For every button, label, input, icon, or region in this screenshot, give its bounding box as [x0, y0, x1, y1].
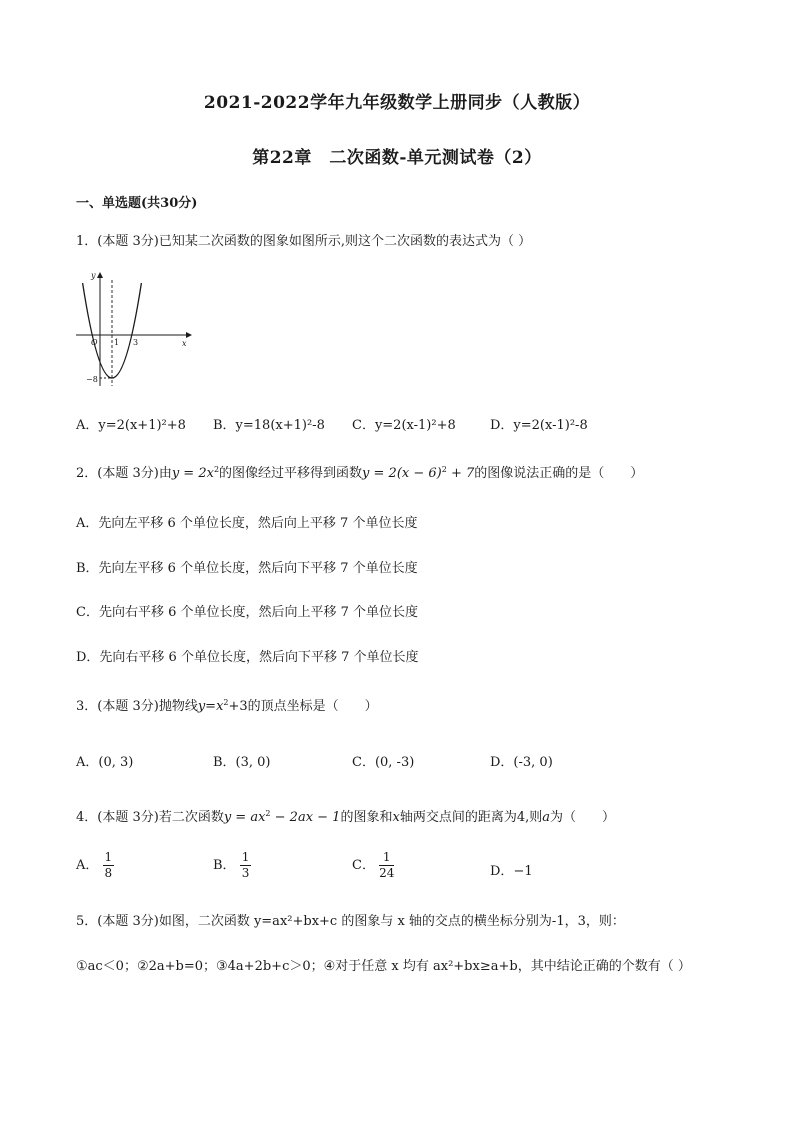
q2-mid: 的图像经过平移得到函数: [219, 466, 363, 481]
q4-option-b-fraction: [240, 850, 252, 881]
q1-option-c: C．y=2(x-1)²+8: [352, 418, 456, 433]
q4-suffix: 为（ ）: [550, 810, 616, 825]
tick-label-neg8: −8: [86, 375, 98, 384]
fraction-denominator: 3: [241, 866, 250, 880]
q4-option-b-label: B．: [213, 858, 236, 873]
q2-option-d: D．先向右平移 6 个单位长度，然后向下平移 7 个单位长度: [76, 650, 419, 665]
q3-suffix: 的顶点坐标是（ ）: [247, 699, 378, 714]
q4-mid-2: 轴两交点间的距离为: [399, 810, 517, 825]
q4-var-a: a: [542, 810, 551, 825]
tick-label-3: 3: [133, 338, 139, 347]
fraction-numerator: 1: [104, 850, 113, 864]
q2-equation-2-tail: + 7: [446, 466, 475, 481]
x-axis-arrow: [186, 332, 192, 338]
q1-option-d: D．y=2(x-1)²-8: [490, 418, 588, 433]
q4-option-a-label: A．: [76, 858, 99, 873]
q3-option-b: B．(3, 0): [213, 755, 271, 770]
question-5-statements: ①ac＜0；②2a+b=0；③4a+2b+c＞0；④对于任意 x 均有 ax²+bx≥a+b，其中结论正确的个数有（ ）: [76, 959, 691, 974]
y-axis-arrow: [97, 272, 103, 278]
question-4-text: 4．(本题 3分)若二次函数$y = ax^2 - 2ax - 1$的图象和x轴两交点间的距离为4,则a为（ ）: [76, 809, 616, 825]
x-axis-label: x: [182, 339, 187, 348]
q4-option-a-fraction: [103, 850, 115, 881]
q4-var-x: x: [392, 810, 400, 825]
q3-equation: y=x: [197, 699, 224, 714]
q4-equation: y = ax: [223, 810, 266, 825]
fraction-numerator: 1: [241, 850, 250, 864]
q2-option-c: C．先向右平移 6 个单位长度，然后向上平移 7 个单位长度: [76, 605, 419, 620]
q4-option-d-value: −1: [513, 864, 533, 879]
q4-option-c: [352, 850, 394, 881]
page-subtitle: 第22章 二次函数-单元测试卷（2）: [252, 148, 542, 168]
q2-option-a: A．先向左平移 6 个单位长度，然后向上平移 7 个单位长度: [76, 516, 418, 531]
origin-label: O: [91, 338, 98, 347]
q4-equation-tail: − 2ax − 1: [270, 810, 341, 825]
q2-option-b: B．先向左平移 6 个单位长度，然后向下平移 7 个单位长度: [76, 561, 418, 576]
q4-mid-1: 的图象和: [340, 810, 393, 825]
page-title: 2021-2022学年九年级数学上册同步（人教版）: [203, 93, 591, 113]
q3-option-d: D．(-3, 0): [490, 755, 553, 770]
q1-option-a: A．y=2(x+1)²+8: [76, 418, 186, 433]
q3-equation-tail: +3: [228, 699, 248, 714]
tick-label-1: 1: [114, 338, 120, 347]
fraction-denominator: 8: [104, 866, 113, 880]
question-3-text: 3．(本题 3分)抛物线$y=x^2+3$的顶点坐标是（ ）: [76, 698, 378, 714]
q2-prefix: 2．(本题 3分)由: [76, 466, 172, 481]
q4-mid-3: ,则: [525, 810, 543, 825]
q1-option-b: B．y=18(x+1)²-8: [213, 418, 325, 433]
question-2-text: 2．(本题 3分)由$y = 2x^2$的图像经过平移得到函数$y = 2(x - 6)^2 + 7$的图像说法正确的是（ ）: [76, 465, 644, 481]
q2-equation-2: y = 2(x − 6): [362, 466, 442, 481]
parabola-graph: [76, 268, 196, 392]
q4-option-c-label: C．: [352, 858, 375, 873]
q4-option-c-fraction: [379, 850, 394, 881]
fraction-numerator: 1: [379, 850, 394, 866]
fraction-denominator: 24: [379, 866, 395, 880]
q3-option-c: C．(0, -3): [352, 755, 415, 770]
question-5-text: 5．(本题 3分)如图，二次函数 y=ax²+bx+c 的图象与 x 轴的交点的横坐标分别为-1，3，则：: [76, 914, 625, 929]
y-axis-label: y: [91, 271, 96, 280]
question-1-text: 1．(本题 3分)已知某二次函数的图象如图所示,则这个二次函数的表达式为（ ）: [76, 234, 532, 249]
q4-prefix: 4．(本题 3分)若二次函数: [76, 810, 224, 825]
q4-option-a: [76, 850, 114, 881]
q3-prefix: 3．(本题 3分)抛物线: [76, 699, 198, 714]
q3-option-a: A．(0, 3): [76, 755, 134, 770]
q4-distance: 4: [516, 810, 526, 825]
q4-option-d-label: D．: [490, 864, 514, 879]
q4-option-b: [213, 850, 251, 881]
section-heading: 一、单选题(共30分): [76, 196, 198, 211]
q2-suffix: 的图像说法正确的是（ ）: [474, 466, 644, 481]
q4-option-d: [490, 860, 533, 879]
q2-equation-1: y = 2x: [171, 466, 214, 481]
